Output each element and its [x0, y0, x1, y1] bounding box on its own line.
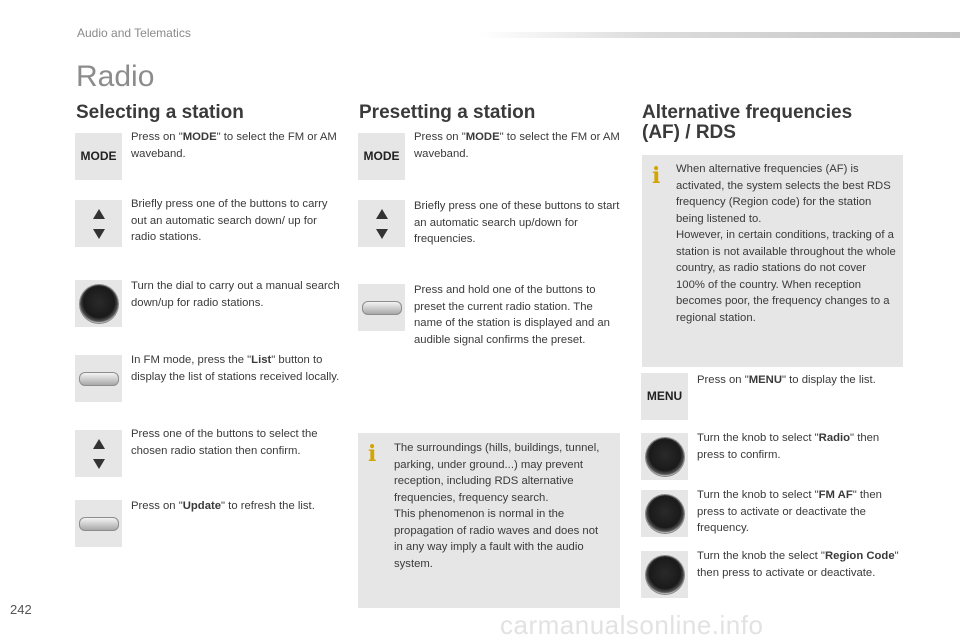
- info-box-af: [642, 155, 903, 367]
- section-header: Audio and Telematics: [77, 26, 191, 40]
- step-text: Turn the knob to select "Radio" then press to confirm.: [697, 432, 880, 461]
- step-text: Turn the dial to carry out a manual search down/up for radio stations.: [131, 280, 340, 309]
- step-text: In FM mode, press the "List" button to display the list of stations received locally.: [131, 354, 340, 383]
- up-down-arrows-icon: [358, 200, 405, 247]
- step-text: Press and hold one of the buttons to preset the current radio station. The name of the station is displayed and an audible signal confirms the preset.: [414, 284, 610, 346]
- step-text: Turn the knob the select "Region Code" then press to activate or deactivate.: [697, 550, 899, 579]
- header-bar: [480, 32, 960, 38]
- rotary-knob-icon: [641, 490, 688, 537]
- menu-button-icon: MENU: [641, 373, 688, 420]
- mode-button-icon: MODE: [358, 133, 405, 180]
- preset-button-icon: [75, 355, 122, 402]
- step-text: Press one of the buttons to select the chosen radio station then confirm.: [131, 428, 318, 457]
- info-text: The surroundings (hills, buildings, tunnel, parking, under ground...) may prevent reception, including RDS alternative frequencies, frequency search. This phenomenon is normal in the propagation of radio waves and does not in any way imply a fault with the audio system.: [394, 442, 600, 570]
- up-down-arrows-icon: [75, 200, 122, 247]
- info-box-reception: [358, 433, 620, 608]
- mode-button-icon: MODE: [75, 133, 122, 180]
- heading-alternative-frequencies: Alternative frequencies (AF) / RDS: [642, 102, 853, 143]
- rotary-knob-icon: [641, 433, 688, 480]
- info-text: When alternative frequencies (AF) is activated, the system selects the best RDS frequency (Region code) for the station being listened to. However, in certain conditions, tracking of a station is not available throughout the whole country, as radio stations do not cover 100% of the country. When reception becomes poor, the frequency changes to a regional station.: [676, 163, 896, 324]
- heading-presetting-station: Presetting a station: [359, 102, 536, 123]
- step-text: Turn the knob to select "FM AF" then press to activate or deactivate the frequency.: [697, 489, 882, 534]
- watermark: carmanualsonline.info: [500, 610, 764, 640]
- preset-button-icon: [75, 500, 122, 547]
- rotary-knob-icon: [75, 280, 122, 327]
- page-number: 242: [10, 602, 32, 617]
- up-down-arrows-icon: [75, 430, 122, 477]
- step-text: Press on "MODE" to select the FM or AM waveband.: [131, 131, 337, 160]
- step-text: Press on "MENU" to display the list.: [697, 374, 876, 386]
- info-icon: i: [652, 163, 661, 189]
- info-icon: i: [368, 441, 377, 467]
- step-text: Press on "Update" to refresh the list.: [131, 500, 315, 512]
- step-text: Press on "MODE" to select the FM or AM waveband.: [414, 131, 620, 160]
- rotary-knob-icon: [641, 551, 688, 598]
- step-text: Briefly press one of the buttons to carry out an automatic search down/ up for radio stations.: [131, 198, 328, 243]
- preset-button-icon: [358, 284, 405, 331]
- step-text: Briefly press one of these buttons to start an automatic search up/down for frequencies.: [414, 200, 620, 245]
- heading-selecting-station: Selecting a station: [76, 102, 244, 123]
- page-title: Radio: [76, 60, 155, 93]
